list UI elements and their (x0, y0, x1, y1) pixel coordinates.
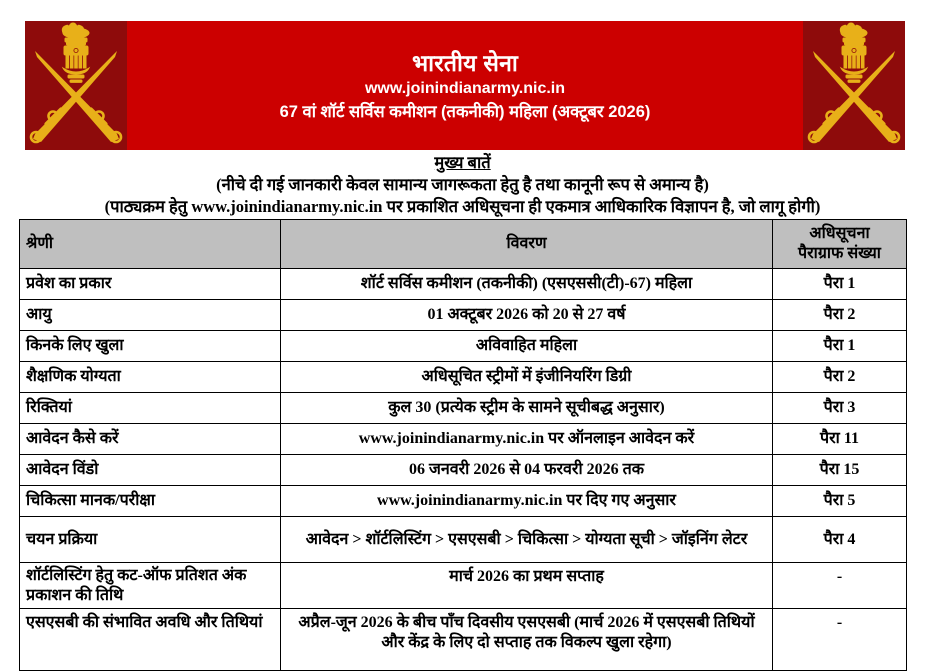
table-row (20, 517, 907, 563)
cell-detail: कुल 30 (प्रत्येक स्ट्रीम के सामने सूचीबद्ध अनुसार) (281, 393, 773, 424)
table-row (20, 563, 907, 609)
cell-detail: अप्रैल-जून 2026 के बीच पाँच दिवसीय एसएसबी (मार्च 2026 में एसएसबी तिथियों और केंद्र के लिए दो सप्ताह तक विकल्प खुला रहेगा) (281, 609, 773, 671)
table-row (20, 486, 907, 517)
banner-website-url: www.joinindianarmy.nic.in (364, 80, 566, 98)
cell-detail: मार्च 2026 का प्रथम सप्ताह (281, 563, 773, 609)
cell-para: पैरा 1 (773, 331, 907, 362)
table-row (20, 300, 907, 331)
cell-category: प्रवेश का प्रकार (20, 269, 281, 300)
banner-text-block (127, 21, 803, 150)
cell-detail: आवेदन > शॉर्टलिस्टिंग > एसएसबी > चिकित्सा > योग्यता सूची > जॉइनिंग लेटर (281, 517, 773, 563)
table-row (20, 331, 907, 362)
cell-para: पैरा 11 (773, 424, 907, 455)
intro-disclaimer-line-2: (पाठ्यक्रम हेतु www.joinindianarmy.nic.in पर प्रकाशित अधिसूचना ही एकमात्र आधिकारिक विज्ञापन है, जो लागू होगी) (104, 197, 821, 217)
cell-detail: www.joinindianarmy.nic.in पर ऑनलाइन आवेदन करें (281, 424, 773, 455)
cell-category: चयन प्रक्रिया (20, 517, 281, 563)
cell-category: शैक्षणिक योग्यता (20, 362, 281, 393)
cell-para: - (773, 609, 907, 671)
page-header-banner (25, 21, 905, 150)
cell-category: आवेदन विंडो (20, 455, 281, 486)
cell-category: एसएसबी की संभावित अवधि और तिथियां (20, 609, 281, 671)
column-header-notification-para-line2: पैराग्राफ संख्या (798, 245, 881, 262)
cell-detail: अविवाहित महिला (281, 331, 773, 362)
table-row (20, 609, 907, 671)
banner-subtitle: 67 वां शॉर्ट सर्विस कमीशन (तकनीकी) महिला (अक्टूबर 2026) (279, 103, 651, 122)
cell-category: रिक्तियां (20, 393, 281, 424)
cell-category: चिकित्सा मानक/परीक्षा (20, 486, 281, 517)
column-header-notification-para (773, 220, 907, 269)
cell-para: पैरा 2 (773, 300, 907, 331)
cell-para: - (773, 563, 907, 609)
cell-detail: 01 अक्टूबर 2026 को 20 से 27 वर्ष (281, 300, 773, 331)
table-row (20, 455, 907, 486)
right-logo-box (803, 21, 905, 150)
cell-para: पैरा 5 (773, 486, 907, 517)
cell-para: पैरा 2 (773, 362, 907, 393)
cell-para: पैरा 15 (773, 455, 907, 486)
cell-para: पैरा 1 (773, 269, 907, 300)
cell-category: किनके लिए खुला (20, 331, 281, 362)
intro-disclaimer-line-1: (नीचे दी गई जानकारी केवल सामान्य जागरूकता हेतु है तथा कानूनी रूप से अमान्य है) (216, 174, 709, 194)
column-header-notification-para-line1: अधिसूचना (809, 225, 870, 242)
column-header-category: श्रेणी (20, 220, 281, 269)
table-body (20, 269, 907, 671)
column-header-details: विवरण (281, 220, 773, 269)
cell-para: पैरा 3 (773, 393, 907, 424)
cell-category: आवेदन कैसे करें (20, 424, 281, 455)
indian-army-crest-icon (803, 21, 905, 150)
left-logo-box (25, 21, 127, 150)
banner-title: भारतीय सेना (411, 49, 518, 76)
table-row (20, 393, 907, 424)
table-row (20, 362, 907, 393)
cell-category: शॉर्टलिस्टिंग हेतु कट-ऑफ प्रतिशत अंक प्रकाशन की तिथि (20, 563, 281, 609)
key-information-table (19, 219, 907, 671)
cell-para: पैरा 4 (773, 517, 907, 563)
intro-heading: मुख्य बातें (434, 153, 491, 172)
cell-detail: शॉर्ट सर्विस कमीशन (तकनीकी) (एसएससी(टी)-67) महिला (281, 269, 773, 300)
key-information-table-wrapper (19, 219, 906, 671)
cell-category: आयु (20, 300, 281, 331)
indian-army-crest-icon (25, 21, 127, 150)
cell-detail: अधिसूचित स्ट्रीमों में इंजीनियरिंग डिग्री (281, 362, 773, 393)
intro-block (0, 152, 925, 219)
table-row (20, 269, 907, 300)
cell-detail: 06 जनवरी 2026 से 04 फरवरी 2026 तक (281, 455, 773, 486)
table-row (20, 424, 907, 455)
cell-detail: www.joinindianarmy.nic.in पर दिए गए अनुसार (281, 486, 773, 517)
table-header-row (20, 220, 907, 269)
